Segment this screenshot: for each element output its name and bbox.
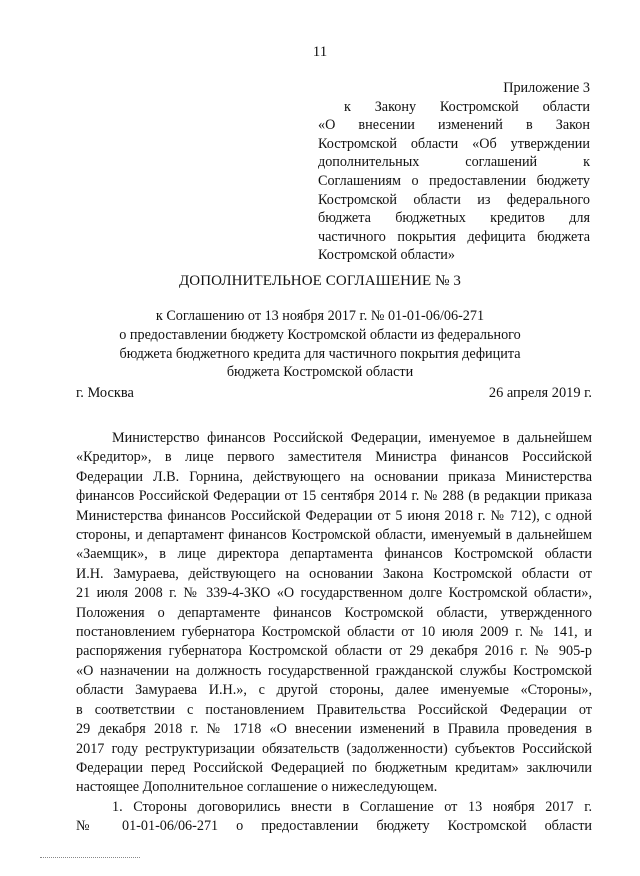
body-line: «О назначении на должность государственной гражданской службы Костромской: [76, 662, 592, 679]
body-line: 21 июля 2008 г. № 339-4-ЗКО «О государственном долге Костромской области»,: [76, 585, 592, 602]
body-line: области Замураева И.Н.», с другой стороны, далее именуемые «Стороны»,: [76, 682, 592, 699]
body-line: Министерства финансов Российской Федерации от 5 июня 2018 г. № 712), с одной: [76, 507, 592, 524]
body-line: Федерации Л.В. Горнина, действующего на основании приказа Министерства: [76, 468, 592, 485]
subtitle-line: бюджета бюджетного кредита для частичного покрытия дефицита: [119, 345, 521, 362]
body-line: 2017 году реструктуризации обязательств (задолженности) субъектов Российской: [76, 740, 592, 757]
appendix-line: «О внесении изменений в Закон: [318, 117, 590, 134]
subtitle-line: бюджета Костромской области: [226, 364, 414, 381]
appendix-line: Приложение 3: [503, 80, 590, 96]
appendix-line: бюджета бюджетных кредитов для: [318, 210, 590, 227]
body-line: 29 декабря 2018 г. № 1718 «О внесении изменений в Правила проведения в: [76, 721, 592, 738]
appendix-line: частичного покрытия дефицита бюджета: [318, 228, 590, 245]
body-line: Положения о департаменте финансов Костромской области, утвержденного: [76, 604, 592, 621]
footer-divider: [40, 857, 140, 858]
body-line: № 01-01-06/06-271 о предоставлении бюджету Костромской области: [76, 818, 592, 835]
body-line: 1. Стороны договорились внести в Соглашение от 13 ноября 2017 г.: [112, 798, 592, 815]
appendix-line: Костромской области»: [318, 247, 455, 264]
document-subtitle: [60, 307, 580, 382]
body-line: настоящее Дополнительное соглашение о нижеследующем.: [76, 779, 438, 796]
appendix-line: Соглашениям о предоставлении бюджету: [318, 172, 590, 189]
page-number: 11: [312, 44, 328, 60]
subtitle-line: о предоставлении бюджету Костромской области из федерального: [119, 326, 521, 343]
body-line: финансов Российской Федерации от 15 сентября 2014 г. № 288 (в редакции приказа: [76, 488, 592, 505]
signing-date: 26 апреля 2019 г.: [488, 385, 592, 401]
body-line: постановлением губернатора Костромской области от 10 июля 2009 г. № 141, и: [76, 624, 592, 641]
body-line: распоряжения губернатора Костромской области от 29 декабря 2016 г. № 905-р: [76, 643, 592, 660]
appendix-line: Костромской области «Об утверждении: [318, 135, 590, 152]
document-heading: ДОПОЛНИТЕЛЬНОЕ СОГЛАШЕНИЕ № 3: [178, 273, 462, 289]
subtitle-line: к Соглашению от 13 ноября 2017 г. № 01-01-06/06-271: [155, 308, 485, 324]
body-line: «Заемщик», в лице директора департамента финансов Костромской области: [76, 546, 592, 563]
body-line: в соответствии с постановлением Правительства Российской Федерации от: [76, 701, 592, 718]
body-line: И.Н. Замураева, действующего на основании Закона Костромской области от: [76, 565, 592, 582]
appendix-line: к Закону Костромской области: [344, 98, 590, 115]
body-line: «Кредитор», в лице первого заместителя Министра финансов Российской: [76, 449, 592, 466]
signing-place: г. Москва: [76, 385, 134, 401]
appendix-line: Костромской области из федерального: [318, 191, 590, 208]
body-line: Министерство финансов Российской Федерации, именуемое в дальнейшем: [112, 430, 592, 446]
body-line: Федерации перед Российской Федерацией по бюджетным кредитам» заключили: [76, 759, 592, 776]
agreement-body: [76, 429, 592, 837]
appendix-block: [318, 79, 590, 265]
body-line: стороны, и департамент финансов Костромской области, именуемый в дальнейшем: [76, 527, 592, 544]
appendix-line: дополнительных соглашений к: [318, 154, 590, 171]
